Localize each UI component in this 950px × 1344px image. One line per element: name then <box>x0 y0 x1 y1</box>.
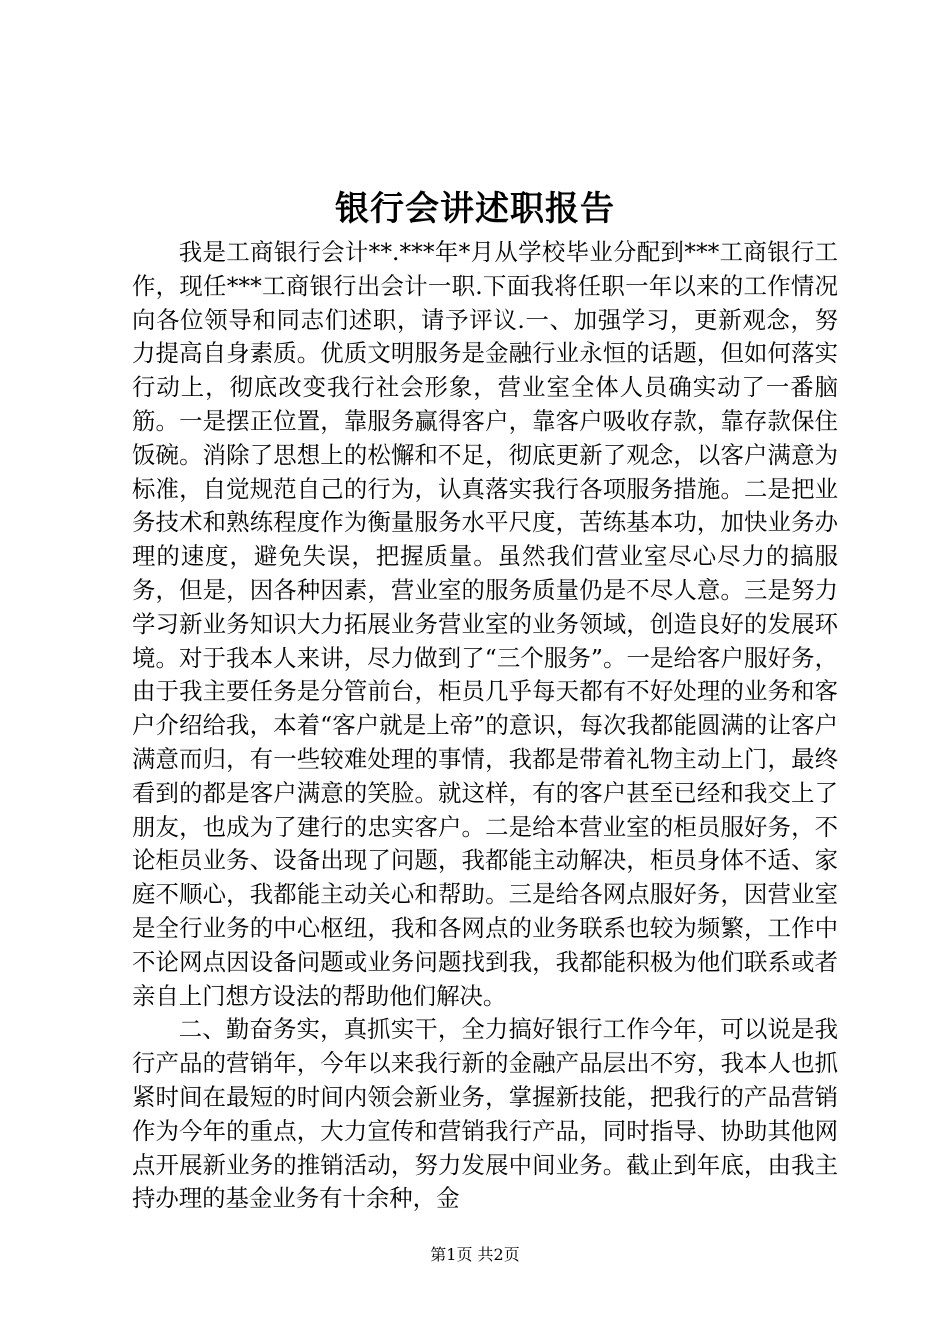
document-title: 银行会讲述职报告 <box>335 189 615 229</box>
page-number-footer: 第1页 共2页 <box>430 1245 520 1264</box>
document-body <box>132 236 838 1216</box>
body-paragraph-1: 我是工商银行会计**.***年*月从学校毕业分配到***工商银行工作，现任***工商银行出会计一职.下面我将任职一年以来的工作情况向各位领导和同志们述职，请予评议.一、加强学习，更新观念，努力提高自身素质。优质文明服务是金融行业永恒的话题，但如何落实行动上，彻底改变我行社会形象，营业室全体人员确实动了一番脑筋。一是摆正位置，靠服务赢得客户，靠客户吸收存款，靠存款保住饭碗。消除了思想上的松懈和不足，彻底更新了观念，以客户满意为标准，自觉规范自己的行为，认真落实我行各项服务措施。二是把业务技术和熟练程度作为衡量服务水平尺度，苦练基本功，加快业务办理的速度，避免失误，把握质量。虽然我们营业室尽心尽力的搞服务，但是，因各种因素，营业室的服务质量仍是不尽人意。三是努力学习新业务知识大力拓展业务营业室的业务领域，创造良好的发展环境。对于我本人来讲，尽力做到了“三个服务”。一是给客户服好务，由于我主要任务是分管前台，柜员几乎每天都有不好处理的业务和客户介绍给我，本着“客户就是上帝”的意识，每次我都能圆满的让客户满意而归，有一些较难处理的事情，我都是带着礼物主动上门，最终看到的都是客户满意的笑脸。就这样，有的客户甚至已经和我交上了朋友，也成为了建行的忠实客户。二是给本营业室的柜员服好务，不论柜员业务、设备出现了问题，我都能主动解决，柜员身体不适、家庭不顺心，我都能主动关心和帮助。三是给各网点服好务，因营业室是全行业务的中心枢纽，我和各网点的业务联系也较为频繁，工作中不论网点因设备问题或业务问题找到我，我都能积极为他们联系或者亲自上门想方设法的帮助他们解决。 <box>132 238 838 1010</box>
body-paragraph-2: 二、勤奋务实，真抓实干，全力搞好银行工作今年，可以说是我行产品的营销年，今年以来我行新的金融产品层出不穷，我本人也抓紧时间在最短的时间内领会新业务，掌握新技能，把我行的产品营销作为今年的重点，大力宣传和营销我行产品，同时指导、协助其他网点开展新业务的推销活动，努力发展中间业务。截止到年底，由我主持办理的基金业务有十余种，金 <box>132 1015 838 1213</box>
